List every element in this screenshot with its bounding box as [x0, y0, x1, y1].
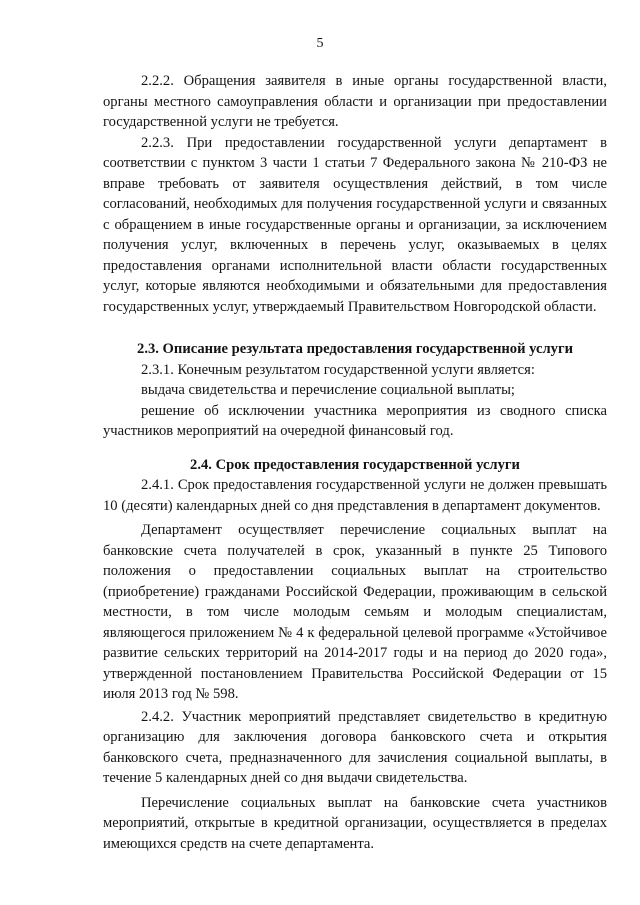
section-spacer [103, 317, 607, 339]
section-heading-2-4: 2.4. Срок предоставления государственной услуги [190, 456, 520, 473]
paragraph-2-4-2: 2.4.2. Участник мероприятий представляет свидетельство в кредитную организацию для заключения договора банковского счета и открытия банковского счета, предназначенного для зачисления социальной выплаты, в течение 5 календарных дней со дня выдачи свидетельства. [103, 708, 607, 786]
section-heading-2-3: 2.3. Описание результата предоставления государственной услуги [137, 341, 573, 357]
paragraph-2-2-3: 2.2.3. При предоставлении государственной услуги департамент в соответствии с пунктом 3 части 1 статьи 7 Федерального закона № 210-ФЗ не вправе требовать от заявителя осуществления действий, в том числе согласований, необходимых для получения государственной услуги и связанных с обращением в иные государственные органы и организации, за исключением получения услуг, включенных в перечень услуг, оказываемых в целях предоставления органами исполнительной власти области государственных услуг, которые являются необходимыми и обязательными для предоставления государственных услуг, утверждаемый Правительством Новгородской области. [103, 134, 607, 315]
paragraph-2-3-1-item-a: выдача свидетельства и перечисление социальной выплаты; [141, 382, 515, 398]
paragraph-2-4-1-payments: Департамент осуществляет перечисление социальных выплат на банковские счета получателей в срок, указанный в пункте 25 Типового положения о предоставлении социальных выплат на строительство (приобретение) гражданами Российской Федерации, проживающим в сельской местности, в том числе молодым семьям и молодым специалистам, являющегося приложением № 4 к федеральной целевой программе «Устойчивое развитие сельских территорий на 2014-2017 годы и на период до 2020 года», утвержденной постановлением Правительства Российской Федерации от 15 июля 2013 год № 598. [103, 522, 607, 702]
paragraph-2-4-2-transfer: Перечисление социальных выплат на банковские счета участников мероприятий, открытые в кредитной организации, осуществляется в пределах имеющихся средств на счете департамента. [103, 794, 607, 852]
paragraph-2-3-1: 2.3.1. Конечным результатом государственной услуги является: [141, 361, 535, 378]
page-number: 5 [316, 36, 324, 51]
paragraph-2-4-1: 2.4.1. Срок предоставления государственной услуги не должен превышать 10 (десяти) календарных дней со дня представления в департамент документов. [103, 477, 607, 514]
document-body [103, 71, 607, 854]
section-spacer [103, 442, 607, 455]
paragraph-2-3-1-item-b: решение об исключении участника мероприятия из сводного списка участников мероприятий на очередной финансовый год. [103, 402, 607, 439]
paragraph-2-2-2: 2.2.2. Обращения заявителя в иные органы государственной власти, органы местного самоуправления области и организации при предоставлении государственной услуги не требуется. [103, 73, 607, 130]
